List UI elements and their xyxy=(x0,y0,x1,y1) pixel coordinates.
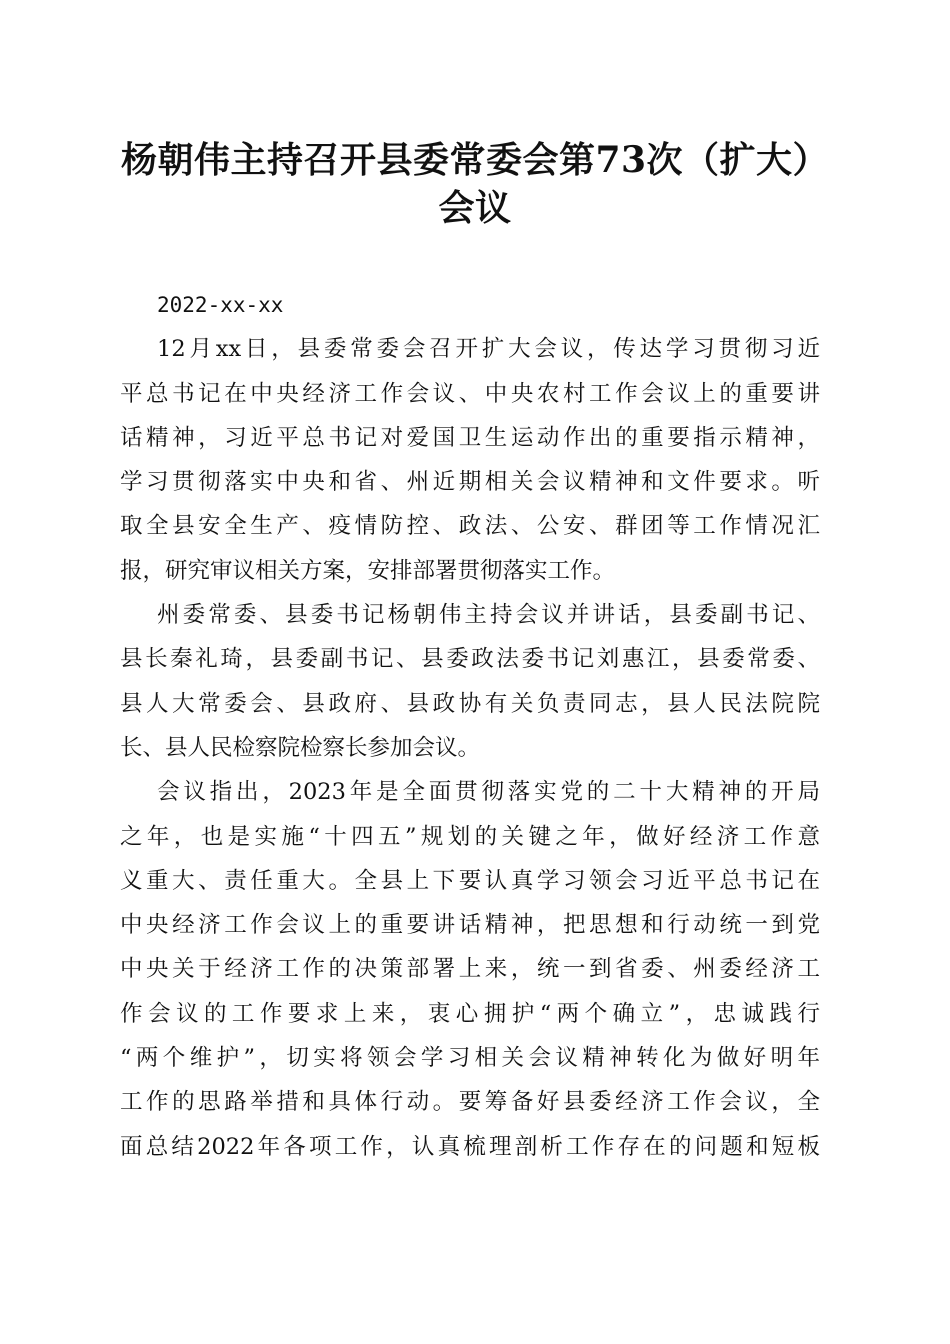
paragraph-line: 会议指出，2023年是全面贯彻落实党的二十大精神的开局 xyxy=(157,779,820,806)
paragraph-line: 中央关于经济工作的决策部署上来，统一到省委、州委经济工 xyxy=(120,956,820,983)
paragraph-line: 12月xx日，县委常委会召开扩大会议，传达学习贯彻习近 xyxy=(157,336,820,363)
document-title-line-2: 会议 xyxy=(438,187,512,229)
paragraph-1 xyxy=(120,327,820,593)
paragraph-2 xyxy=(120,593,820,770)
paragraph-line: 长、县人民检察院检察长参加会议。 xyxy=(120,734,481,761)
paragraph-line: 中央经济工作会议上的重要讲话精神，把思想和行动统一到党 xyxy=(120,912,820,939)
paragraph-line: 话精神，习近平总书记对爱国卫生运动作出的重要指示精神， xyxy=(120,424,820,451)
paragraph-line: 作会议的工作要求上来，衷心拥护“两个确立”，忠诚践行 xyxy=(120,1000,820,1027)
paragraph-line: 学习贯彻落实中央和省、州近期相关会议精神和文件要求。听 xyxy=(120,469,820,496)
paragraph-line: 县长秦礼琦，县委副书记、县委政法委书记刘惠江，县委常委、 xyxy=(120,646,820,673)
paragraph-line: “两个维护”，切实将领会学习相关会议精神转化为做好明年 xyxy=(120,1045,820,1072)
paragraph-line: 取全县安全生产、疫情防控、政法、公安、群团等工作情况汇 xyxy=(120,513,820,540)
paragraph-line: 报，研究审议相关方案，安排部署贯彻落实工作。 xyxy=(120,557,616,584)
paragraph-line: 县人大常委会、县政府、县政协有关负责同志，县人民法院院 xyxy=(120,690,820,717)
document-date: 2022-xx-xx xyxy=(157,293,284,317)
paragraph-line: 面总结2022年各项工作，认真梳理剖析工作存在的问题和短板 xyxy=(120,1133,820,1160)
document-title-line-1: 杨朝伟主持召开县委常委会第73次（扩大） xyxy=(120,139,830,181)
paragraph-line: 义重大、责任重大。全县上下要认真学习领会习近平总书记在 xyxy=(120,867,820,894)
paragraph-line: 州委常委、县委书记杨朝伟主持会议并讲话，县委副书记、 xyxy=(157,602,820,629)
paragraph-line: 之年，也是实施“十四五”规划的关键之年，做好经济工作意 xyxy=(120,823,820,850)
paragraph-line: 平总书记在中央经济工作会议、中央农村工作会议上的重要讲 xyxy=(120,380,820,407)
paragraph-3 xyxy=(120,770,820,1169)
document-body xyxy=(120,283,820,1169)
paragraph-line: 工作的思路举措和具体行动。要筹备好县委经济工作会议，全 xyxy=(120,1089,820,1116)
